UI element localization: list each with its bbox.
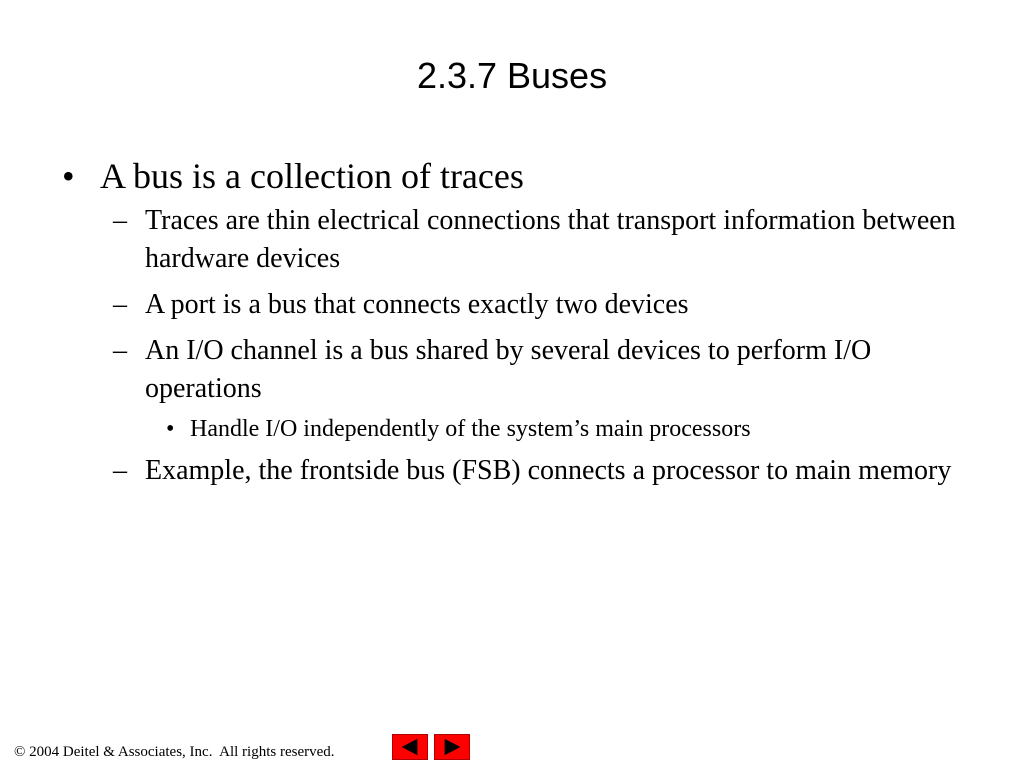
right-arrow-icon [435,735,469,759]
bullet-marker: • [62,156,75,196]
bullet-level3 [60,412,980,446]
bullet-level2 [60,332,980,408]
dash-marker: – [113,455,127,486]
bullet-level1 [60,152,980,200]
dash-marker: – [113,205,127,236]
previous-slide-button[interactable] [392,734,428,760]
slide-body [60,152,980,498]
bullet-text: A port is a bus that connects exactly two devices [145,289,689,320]
bullet-level2 [60,452,980,490]
bullet-level2 [60,286,980,324]
next-slide-button[interactable] [434,734,470,760]
bullet-text: Example, the frontside bus (FSB) connects a processor to main memory [145,455,952,486]
bullet-marker: • [166,416,175,442]
bullet-text: A bus is a collection of traces [100,156,524,196]
bullet-text: Traces are thin electrical connections that transport information between hardware devices [145,205,956,274]
copyright-footer: © 2004 Deitel & Associates, Inc. All rights reserved. [14,744,335,760]
dash-marker: – [113,335,127,366]
left-arrow-icon [393,735,427,759]
bullet-level2 [60,202,980,278]
bullet-text: An I/O channel is a bus shared by several devices to perform I/O operations [145,335,872,404]
dash-marker: – [113,289,127,320]
bullet-text: Handle I/O independently of the system’s main processors [190,416,751,442]
slide-title: 2.3.7 Buses [416,55,608,96]
